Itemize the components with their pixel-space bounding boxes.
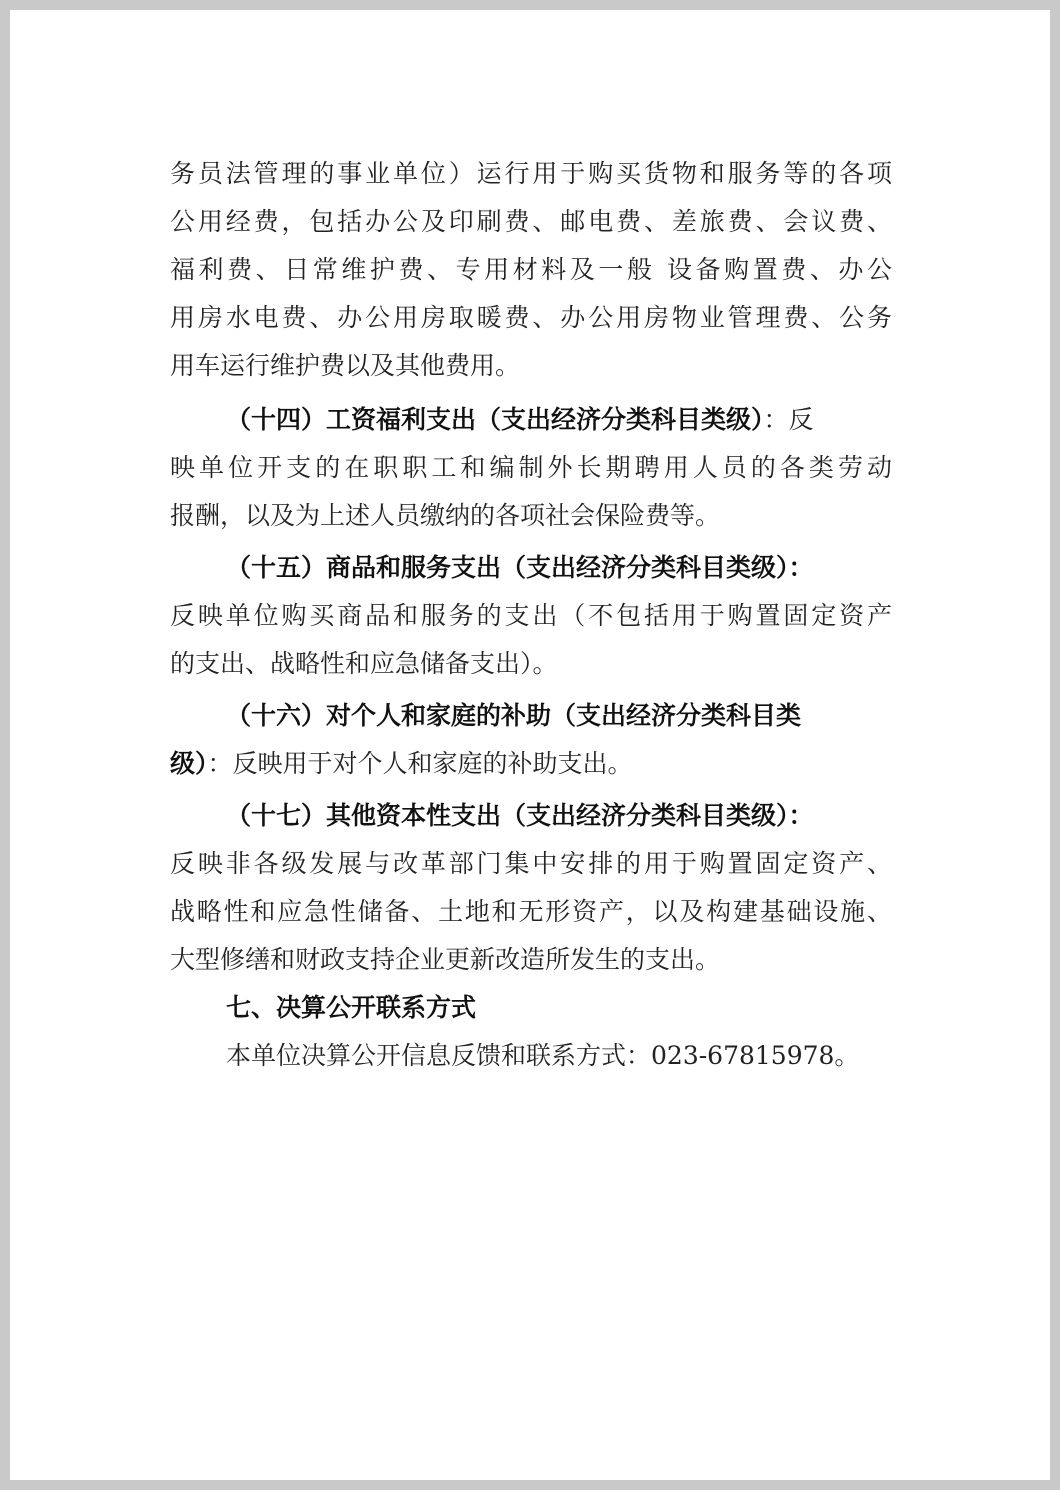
item-16-second-line xyxy=(170,740,633,788)
section-7-heading: 七、决算公开联系方式 xyxy=(226,993,477,1022)
contact-info-text: 本单位决算公开信息反馈和联系方式：023-67815978。 xyxy=(226,1041,860,1070)
paragraph-line: 公用经费，包括办公及印刷费、邮电费、差旅费、会议费、 xyxy=(170,207,892,236)
paragraph-line: 报酬，以及为上述人员缴纳的各项社会保险费等。 xyxy=(170,501,721,530)
item-15-heading: （十五）商品和服务支出（支出经济分类科目类级）： xyxy=(226,553,814,582)
paragraph-line: 福利费、日常维护费、专用材料及一般 设备购置费、办公 xyxy=(170,255,892,284)
item-14-text: ：反 xyxy=(763,405,814,434)
paragraph-line: 反映单位购买商品和服务的支出（不包括用于购置固定资产 xyxy=(170,601,892,630)
item-17-heading-line xyxy=(226,792,814,840)
item-16-heading: （十六）对个人和家庭的补助（支出经济分类科目类 xyxy=(226,701,802,730)
paragraph-line: 大型修缮和财政支持企业更新改造所发生的支出。 xyxy=(170,945,721,974)
item-17-heading: （十七）其他资本性支出（支出经济分类科目类级）： xyxy=(226,801,814,830)
item-14-heading: （十四）工资福利支出（支出经济分类科目类级） xyxy=(226,405,764,434)
item-16-heading-cont: 级） xyxy=(170,749,208,778)
paragraph-line: 战略性和应急性储备、土地和无形资产，以及构建基础设施、 xyxy=(170,897,892,926)
paragraph-line: 用车运行维护费以及其他费用。 xyxy=(170,351,521,380)
item-14-first-line xyxy=(226,396,814,444)
paragraph-line: 反映非各级发展与改革部门集中安排的用于购置固定资产、 xyxy=(170,849,892,878)
document-page xyxy=(10,10,1050,1480)
paragraph-line: 映单位开支的在职职工和编制外长期聘用人员的各类劳动 xyxy=(170,453,892,482)
paragraph-line: 务员法管理的事业单位）运行用于购买货物和服务等的各项 xyxy=(170,159,892,188)
item-16-heading-line xyxy=(226,692,801,740)
item-15-heading-line xyxy=(226,544,814,592)
paragraph-line: 的支出、战略性和应急储备支出）。 xyxy=(170,649,558,678)
paragraph-line: 用房水电费、办公用房取暖费、办公用房物业管理费、公务 xyxy=(170,303,892,332)
item-16-text: ：反映用于对个人和家庭的补助支出。 xyxy=(207,749,633,778)
